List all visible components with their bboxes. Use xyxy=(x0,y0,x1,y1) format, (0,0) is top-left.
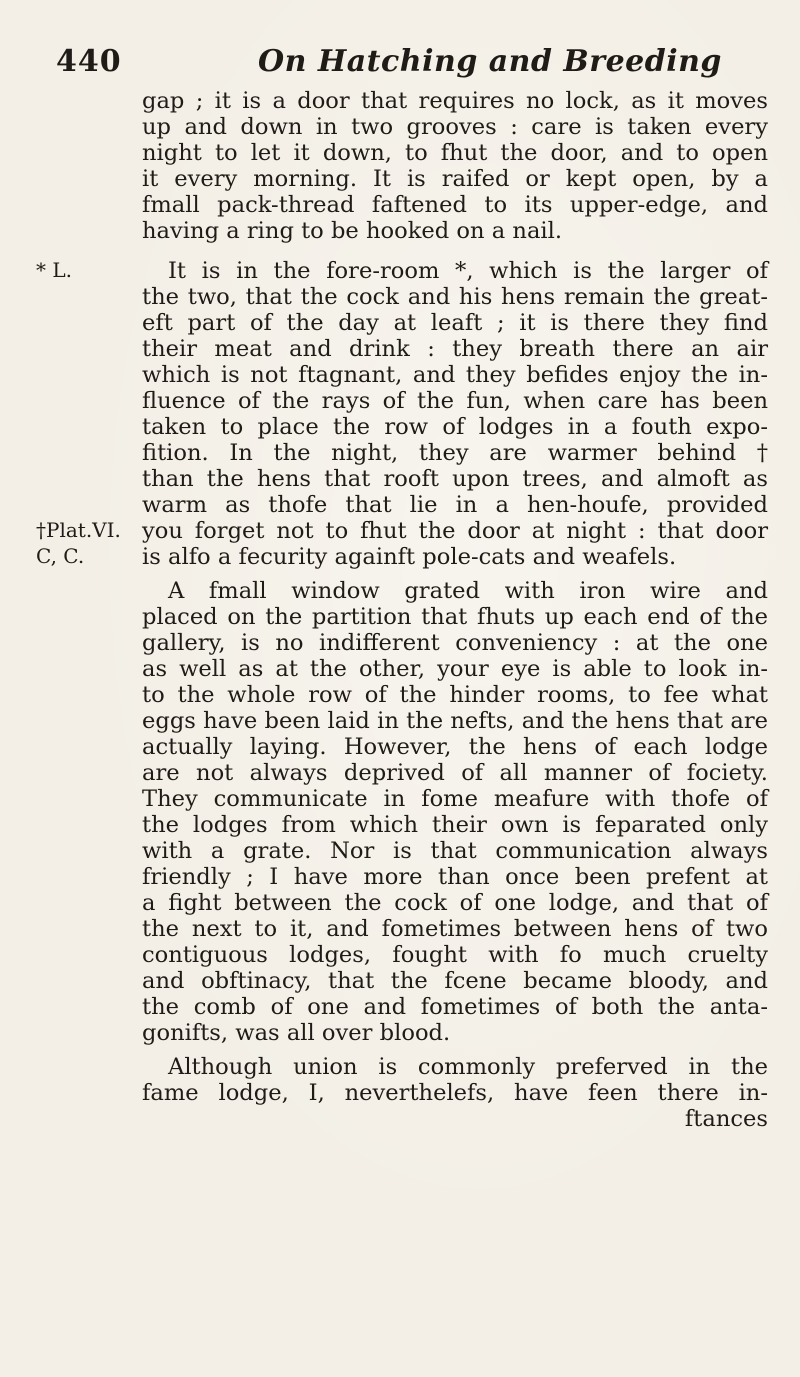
text-line: placed on the partition that fhuts up each end of the xyxy=(142,604,768,630)
text-line: a fight between the cock of one lodge, and that of xyxy=(142,890,768,916)
text-line: contiguous lodges, fought with fo much cruelty xyxy=(142,942,768,968)
text-line: actually laying. However, the hens of each lodge xyxy=(142,734,768,760)
text-line: up and down in two grooves : care is taken every xyxy=(142,114,768,140)
catchword: ftances xyxy=(684,1106,768,1132)
text-line: it every morning. It is raifed or kept open, by a xyxy=(142,166,768,192)
page-header xyxy=(0,44,800,94)
text-line: fition. In the night, they are warmer behind † xyxy=(142,440,768,466)
margin-note-plate-reference: †Plat.VI. xyxy=(36,518,121,542)
text-line: you forget not to fhut the door at night : that door xyxy=(142,518,768,544)
text-line: fmall pack-thread faftened to its upper-edge, and xyxy=(142,192,768,218)
text-line: the next to it, and fometimes between hens of two xyxy=(142,916,768,942)
text-line: are not always deprived of all manner of fociety. xyxy=(142,760,768,786)
margin-note-figure-reference: C, C. xyxy=(36,544,85,568)
text-line: the two, that the cock and his hens remain the great- xyxy=(142,284,768,310)
text-line: the lodges from which their own is feparated only xyxy=(142,812,768,838)
page-number: 440 xyxy=(56,44,122,79)
text-line: with a grate. Nor is that communication always xyxy=(142,838,768,864)
text-line: gonifts, was all over blood. xyxy=(142,1020,451,1046)
text-line: and obftinacy, that the fcene became bloody, and xyxy=(142,968,768,994)
margin-note-footnote-l: * L. xyxy=(36,258,72,282)
text-line: eft part of the day at leaft ; it is there they find xyxy=(142,310,768,336)
text-line: is alfo a fecurity againft pole-cats and weafels. xyxy=(142,544,677,570)
text-line: warm as thofe that lie in a hen-houfe, provided xyxy=(142,492,768,518)
text-line: to the whole row of the hinder rooms, to fee what xyxy=(142,682,768,708)
text-line: night to let it down, to fhut the door, and to open xyxy=(142,140,768,166)
text-line: fame lodge, I, neverthelefs, have feen there in- xyxy=(142,1080,768,1106)
text-line: eggs have been laid in the nefts, and the hens that are xyxy=(142,708,768,734)
running-head: On Hatching and Breeding xyxy=(258,44,722,79)
text-line: as well as at the other, your eye is able to look in- xyxy=(142,656,768,682)
text-line: gap ; it is a door that requires no lock, as it moves xyxy=(142,88,768,114)
text-line: fluence of the rays of the fun, when care has been xyxy=(142,388,768,414)
text-line: their meat and drink : they breath there an air xyxy=(142,336,768,362)
text-line: It is in the fore-room *, which is the larger of xyxy=(168,258,768,284)
text-line: having a ring to be hooked on a nail. xyxy=(142,218,563,244)
text-line: the comb of one and fometimes of both the anta- xyxy=(142,994,768,1020)
text-line: Although union is commonly preferved in the xyxy=(168,1054,768,1080)
text-line: They communicate in fome meafure with thofe of xyxy=(142,786,768,812)
text-line: taken to place the row of lodges in a fouth expo- xyxy=(142,414,768,440)
text-line: which is not ftagnant, and they befides enjoy the in- xyxy=(142,362,768,388)
text-line: friendly ; I have more than once been prefent at xyxy=(142,864,768,890)
text-line: than the hens that rooft upon trees, and almoft as xyxy=(142,466,768,492)
text-line: A fmall window grated with iron wire and xyxy=(168,578,768,604)
text-line: gallery, is no indifferent conveniency : at the one xyxy=(142,630,768,656)
